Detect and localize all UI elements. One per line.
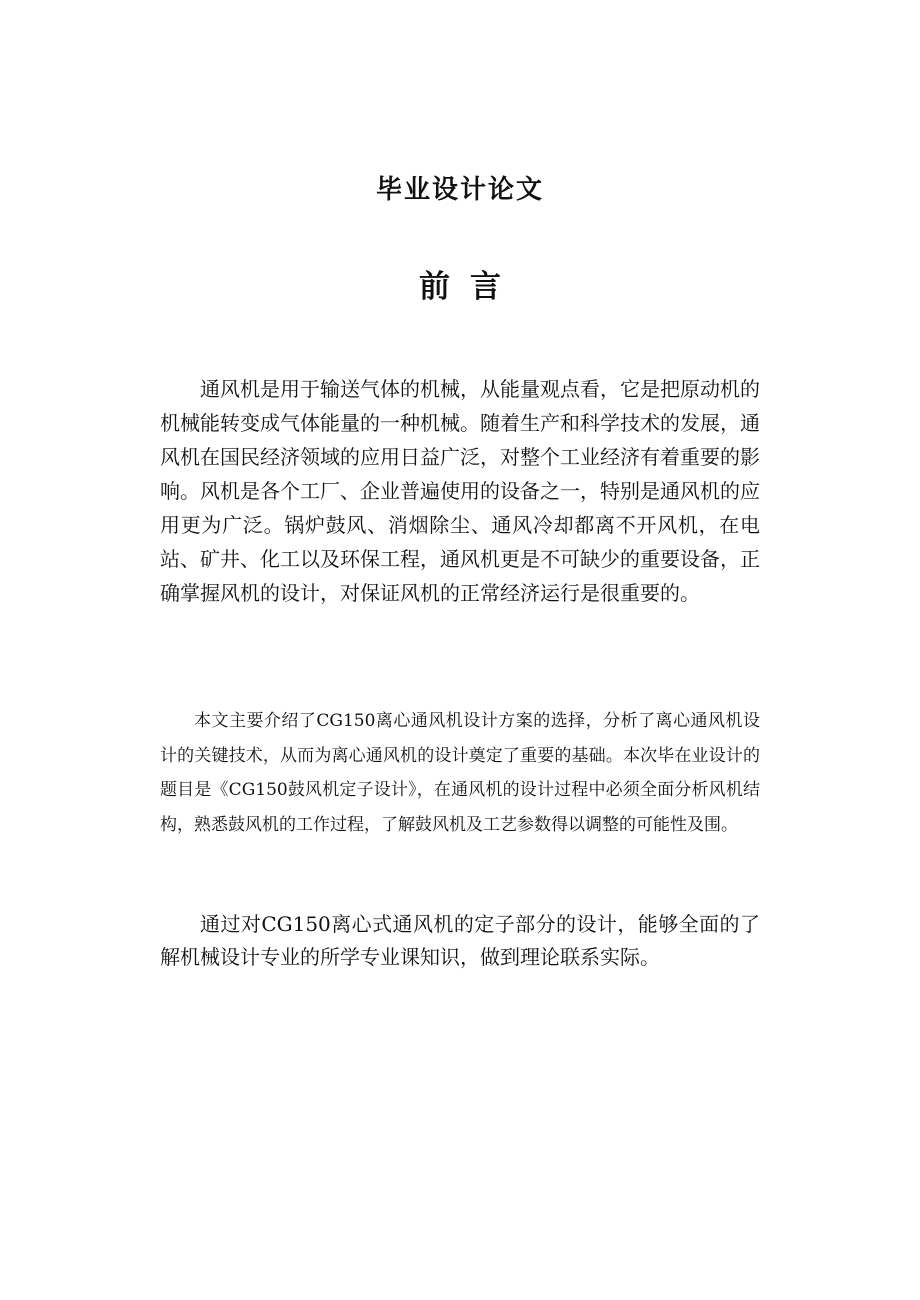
- document-title: 毕业设计论文: [375, 175, 544, 205]
- section-heading: 前言: [419, 269, 521, 305]
- paragraph-2: 本文主要介绍了CG150离心通风机设计方案的选择，分析了离心通风机设计的关键技术，从而为离心通风机的设计奠定了重要的基础。本次毕在业设计的题目是《CG150鼓风机定子设计》，在通风机的设计过程中必须全面分析风机结构，熟悉鼓风机的工作过程，了解鼓风机及工艺参数得以调整的可能性及围。: [160, 711, 760, 835]
- paragraph-1: 通风机是用于输送气体的机械，从能量观点看，它是把原动机的机械能转变成气体能量的一种机械。随着生产和科学技术的发展，通风机在国民经济领域的应用日益广泛，对整个工业经济有着重要的影响。风机是各个工厂、企业普遍使用的设备之一，特别是通风机的应用更为广泛。锅炉鼓风、消烟除尘、通风冷却都离不开风机，在电站、矿井、化工以及环保工程，通风机更是不可缺少的重要设备，正确掌握风机的设计，对保证风机的正常经济运行是很重要的。: [160, 377, 760, 605]
- paragraph-3: 通过对CG150离心式通风机的定子部分的设计，能够全面的了解机械设计专业的所学专业课知识，做到理论联系实际。: [160, 912, 760, 969]
